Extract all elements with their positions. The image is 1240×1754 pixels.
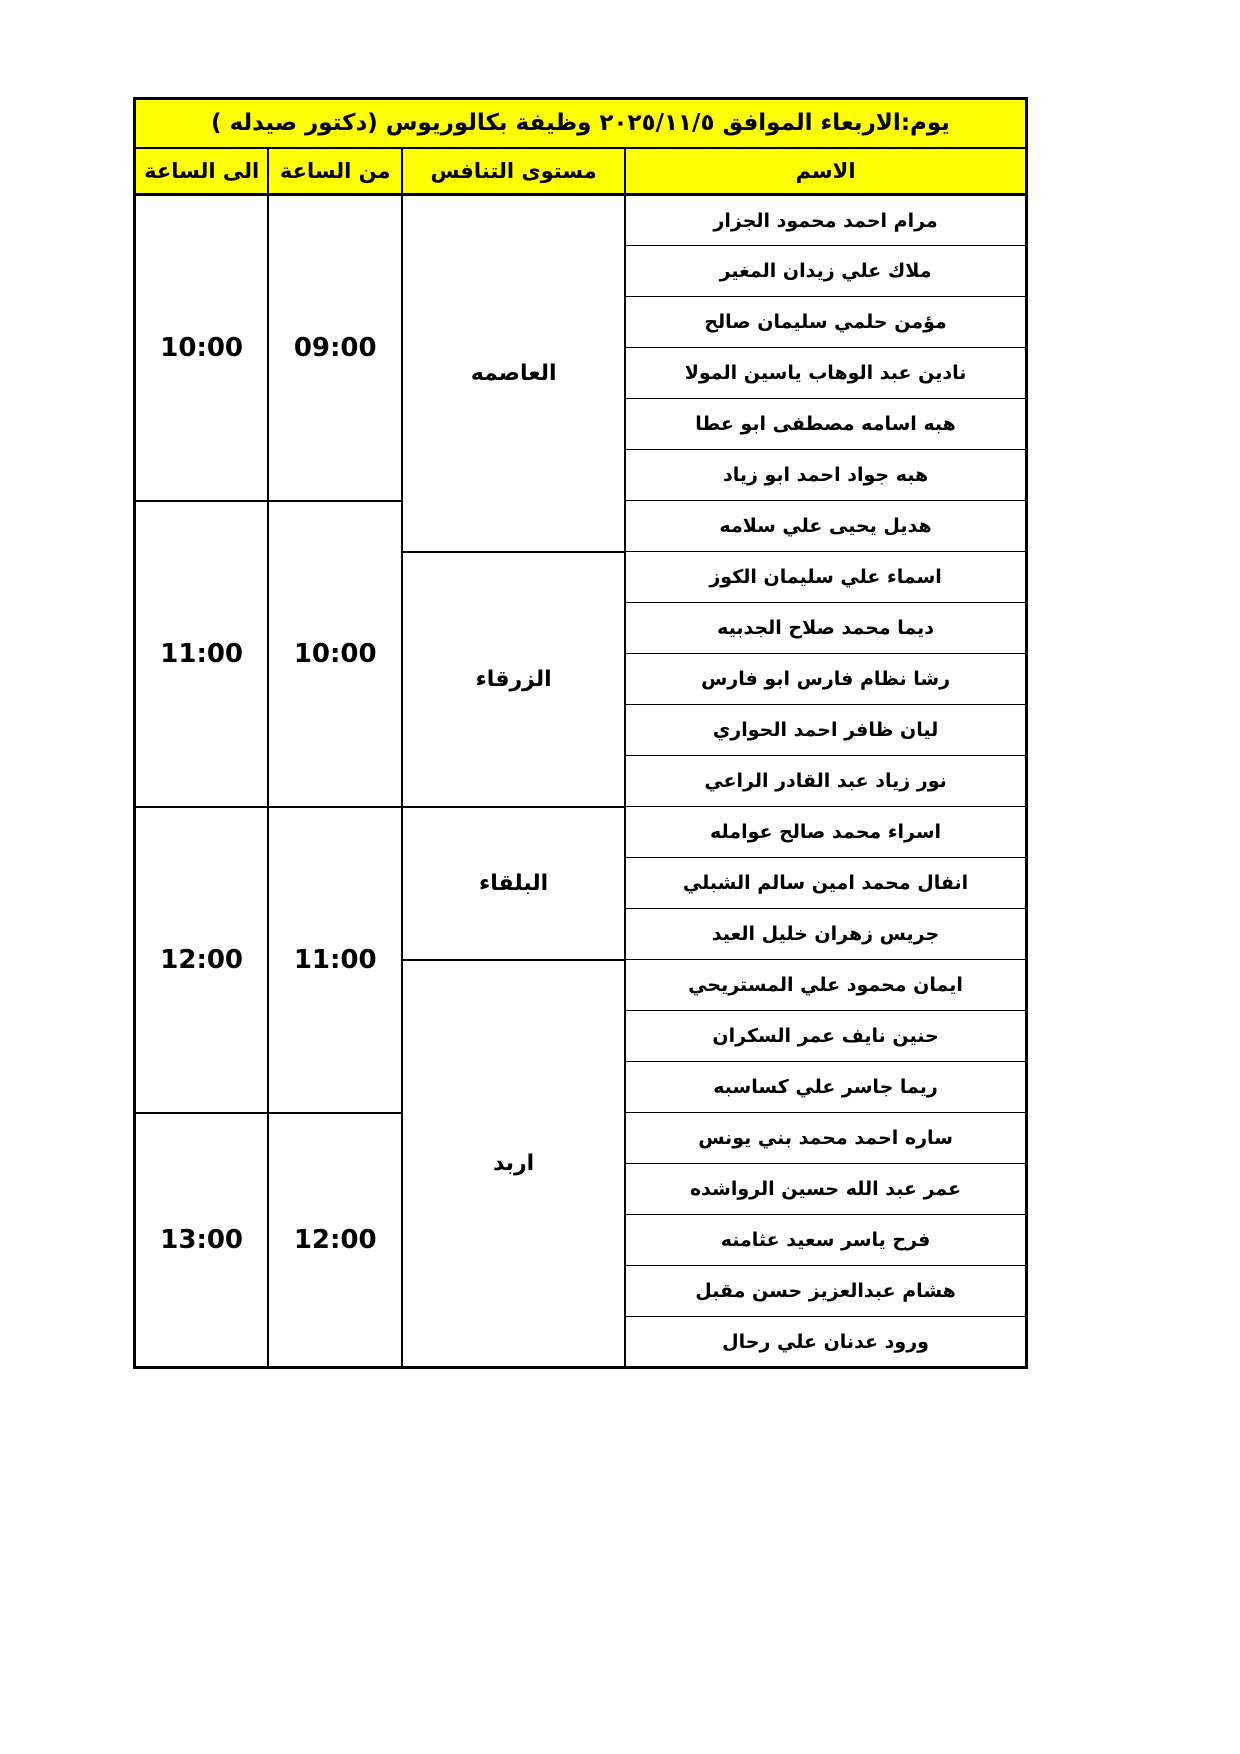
candidate-name-cell: هديل يحيى علي سلامه [625,501,1026,552]
column-header-name: الاسم [625,148,1026,195]
candidate-name-cell: حنين نايف عمر السكران [625,1011,1026,1062]
candidate-name-cell: اسراء محمد صالح عوامله [625,807,1026,858]
candidate-name-cell: انفال محمد امين سالم الشبلي [625,858,1026,909]
column-header-to-hour: الى الساعة [135,148,269,195]
column-header-row [135,148,1027,195]
candidate-name-cell: رشا نظام فارس ابو فارس [625,654,1026,705]
candidate-name-cell: اسماء علي سليمان الكوز [625,552,1026,603]
candidate-name-cell: ورود عدنان علي رحال [625,1317,1026,1368]
schedule-row [135,195,1027,246]
from-hour-cell: 09:00 [268,195,402,501]
competition-level-cell: الزرقاء [402,552,625,807]
candidate-name-cell: نادين عبد الوهاب ياسين المولا [625,348,1026,399]
to-hour-cell: 12:00 [135,807,269,1113]
candidate-name-cell: ساره احمد محمد بني يونس [625,1113,1026,1164]
candidate-name-cell: جريس زهران خليل العيد [625,909,1026,960]
column-header-level: مستوى التنافس [402,148,625,195]
candidate-name-cell: ملاك علي زيدان المغير [625,246,1026,297]
schedule-body [135,195,1027,1368]
candidate-name-cell: مؤمن حلمي سليمان صالح [625,297,1026,348]
to-hour-cell: 10:00 [135,195,269,501]
candidate-name-cell: نور زياد عبد القادر الراعي [625,756,1026,807]
competition-level-cell: العاصمه [402,195,625,552]
candidate-name-cell: مرام احمد محمود الجزار [625,195,1026,246]
candidate-name-cell: هبه جواد احمد ابو زياد [625,450,1026,501]
column-header-from-hour: من الساعة [268,148,402,195]
candidate-name-cell: فرح ياسر سعيد عثامنه [625,1215,1026,1266]
candidate-name-cell: ايمان محمود علي المستريحي [625,960,1026,1011]
competition-level-cell: البلقاء [402,807,625,960]
interview-schedule-table [133,97,1028,1369]
to-hour-cell: 11:00 [135,501,269,807]
competition-level-cell: اربد [402,960,625,1368]
document-title: يوم:الاربعاء الموافق ٢٠٢٥/١١/٥ وظيفة بكالوريوس (دكتور صيدله ) [135,99,1027,148]
candidate-name-cell: هشام عبدالعزيز حسن مقبل [625,1266,1026,1317]
to-hour-cell: 13:00 [135,1113,269,1368]
from-hour-cell: 11:00 [268,807,402,1113]
candidate-name-cell: عمر عبد الله حسين الرواشده [625,1164,1026,1215]
candidate-name-cell: ريما جاسر علي كساسبه [625,1062,1026,1113]
from-hour-cell: 10:00 [268,501,402,807]
title-row [135,99,1027,148]
schedule-row [135,807,1027,858]
candidate-name-cell: هبه اسامه مصطفى ابو عطا [625,399,1026,450]
from-hour-cell: 12:00 [268,1113,402,1368]
candidate-name-cell: ديما محمد صلاح الجدبيه [625,603,1026,654]
candidate-name-cell: ليان ظافر احمد الحواري [625,705,1026,756]
